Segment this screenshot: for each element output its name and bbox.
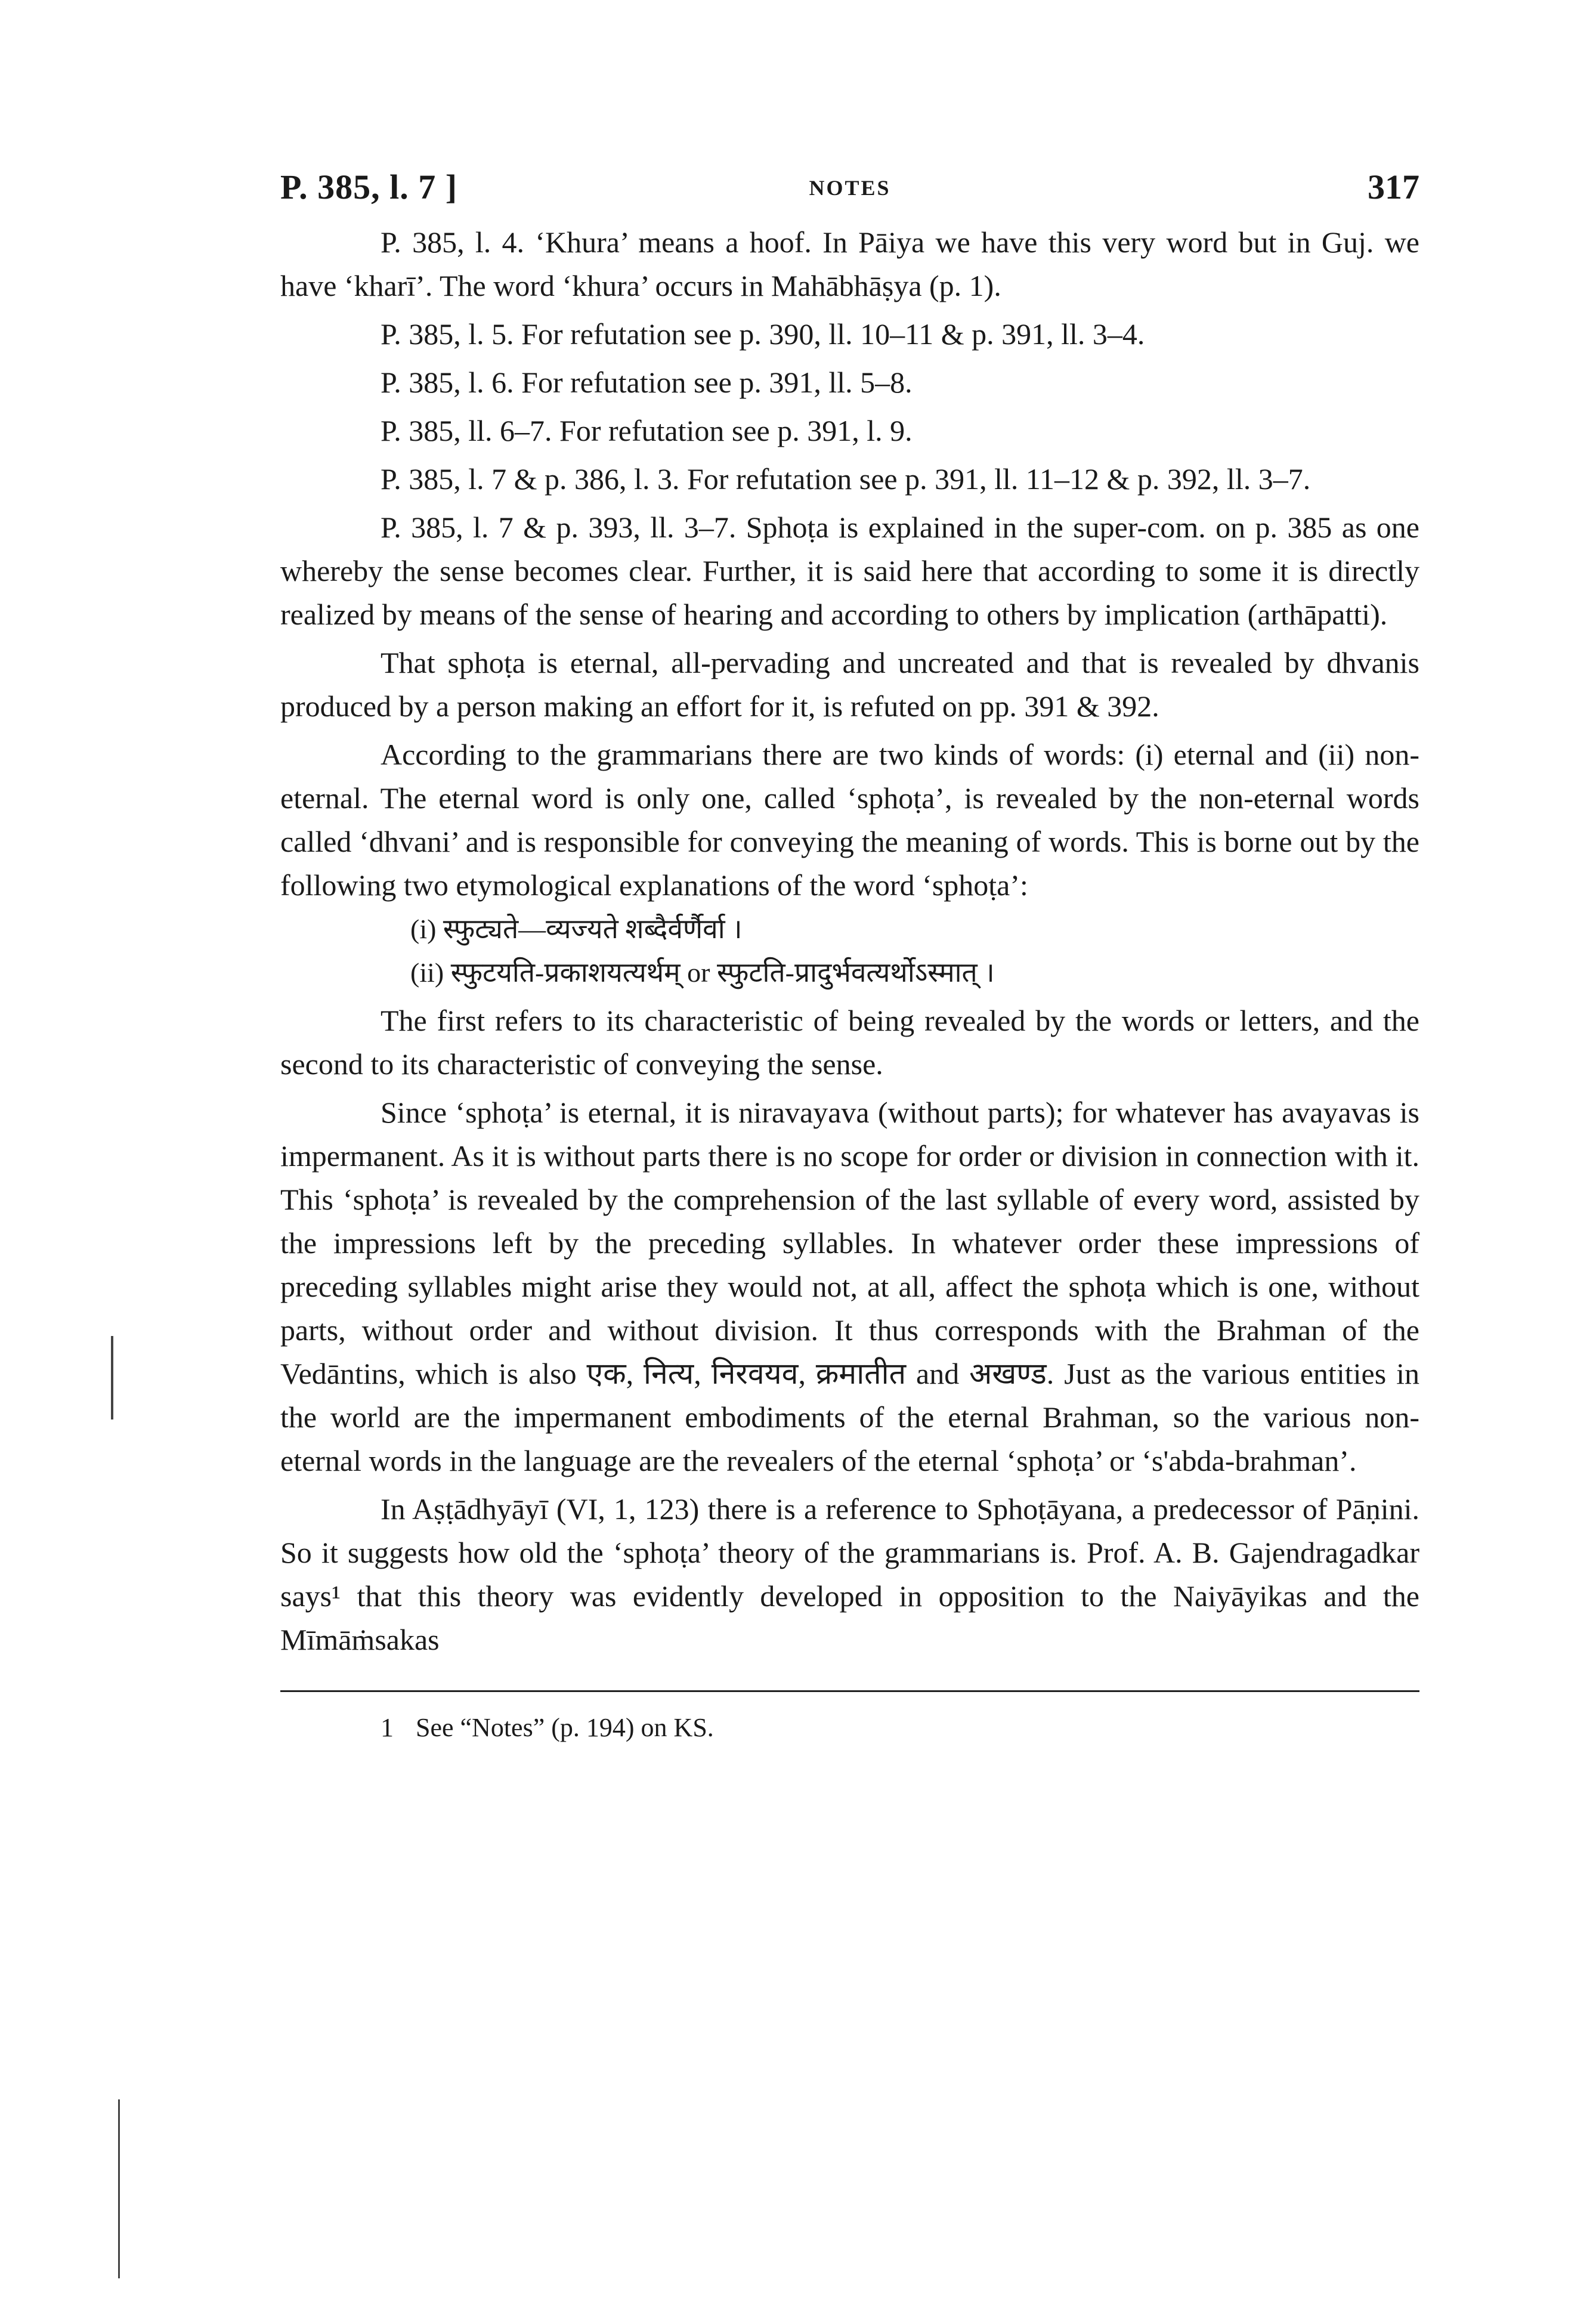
note-paragraph: That sphoṭa is eternal, all-pervading and uncreated and that is revealed by dhvanis produced by a person making an effort for it, is refuted on pp. 391 & 392. <box>280 646 1419 723</box>
note-paragraph: P. 385, l. 6. For refutation see p. 391, ll. 5–8. <box>381 366 913 399</box>
margin-scan-mark <box>118 2099 120 2278</box>
etymology-line: (ii) स्फुटयति-प्रकाशयत्यर्थम् or स्फुटति-प्रादुर्भवत्यर्थोऽस्मात् । <box>410 957 995 988</box>
page-number: 317 <box>1368 168 1419 206</box>
note-paragraph: The first refers to its characteristic of being revealed by the words or letters, and the second to its characteristic of conveying the sense. <box>280 1004 1419 1081</box>
margin-scan-mark <box>111 1336 113 1419</box>
note-paragraph: P. 385, ll. 6–7. For refutation see p. 391, l. 9. <box>381 414 913 447</box>
running-head-title: NOTES <box>809 176 891 200</box>
note-paragraph: P. 385, l. 5. For refutation see p. 390, ll. 10–11 & p. 391, ll. 3–4. <box>381 317 1145 351</box>
notes-body <box>280 221 1419 1662</box>
note-paragraph: Since ‘sphoṭa’ is eternal, it is niravayava (without parts); for whatever has avayavas is impermanent. As it is without parts there is no scope for order or division in connection with it. This ‘sphoṭa’ is revealed by the comprehension of the last syllable of every word, assisted by the impressions left by the preceding syllables. In whatever order these impressions of preceding syllables might arise they would not, at all, affect the sphoṭa which is one, without parts, without order and without division. It thus corresponds with the Brahman of the Vedāntins, which is also एक, नित्य, निरवयव, क्रमातीत and अखण्ड. Just as the various entities in the world are the impermanent embodiments of the eternal Brahman, so the various non-eternal words in the language are the revealers of the eternal ‘sphoṭa’ or ‘s'abda-brahman’. <box>280 1096 1419 1477</box>
page <box>280 167 1419 1746</box>
note-paragraph: P. 385, l. 7 & p. 393, ll. 3–7. Sphoṭa is explained in the super-com. on p. 385 as one whereby the sense becomes clear. Further, it is said here that according to some it is directly realized by means of the sense of hearing and according to others by implication (arthāpatti). <box>280 511 1419 631</box>
note-paragraph: P. 385, l. 4. ‘Khura’ means a hoof. In Pāiya we have this very word but in Guj. we have ‘kharī’. The word ‘khura’ occurs in Mahābhāṣya (p. 1). <box>280 225 1419 302</box>
footnote-rule <box>280 1690 1419 1692</box>
footnote <box>280 1710 1419 1746</box>
note-paragraph: In Aṣṭādhyāyī (VI, 1, 123) there is a reference to Sphoṭāyana, a predecessor of Pāṇini. So it suggests how old the ‘sphoṭa’ theory of the grammarians is. Prof. A. B. Gajendragadkar says¹ that this theory was evidently developed in opposition to the Naiyāyikas and the Mīmāṁsakas <box>280 1492 1419 1656</box>
etymology-line: (i) स्फुट्यते—व्यज्यते शब्दैर्वर्णैर्वा । <box>410 914 743 944</box>
running-head <box>280 167 1419 221</box>
note-paragraph: P. 385, l. 7 & p. 386, l. 3. For refutation see p. 391, ll. 11–12 & p. 392, ll. 3–7. <box>381 462 1311 496</box>
note-paragraph: According to the grammarians there are two kinds of words: (i) eternal and (ii) non-eternal. The eternal word is only one, called ‘sphoṭa’, is revealed by the non-eternal words called ‘dhvani’ and is responsible for conveying the meaning of words. This is borne out by the following two etymological explanations of the word ‘sphoṭa’: <box>280 738 1419 902</box>
footnote-number: 1 <box>381 1713 394 1742</box>
footnote-text: See “Notes” (p. 194) on KS. <box>416 1713 714 1742</box>
running-head-reference: P. 385, l. 7 ] <box>280 168 458 206</box>
